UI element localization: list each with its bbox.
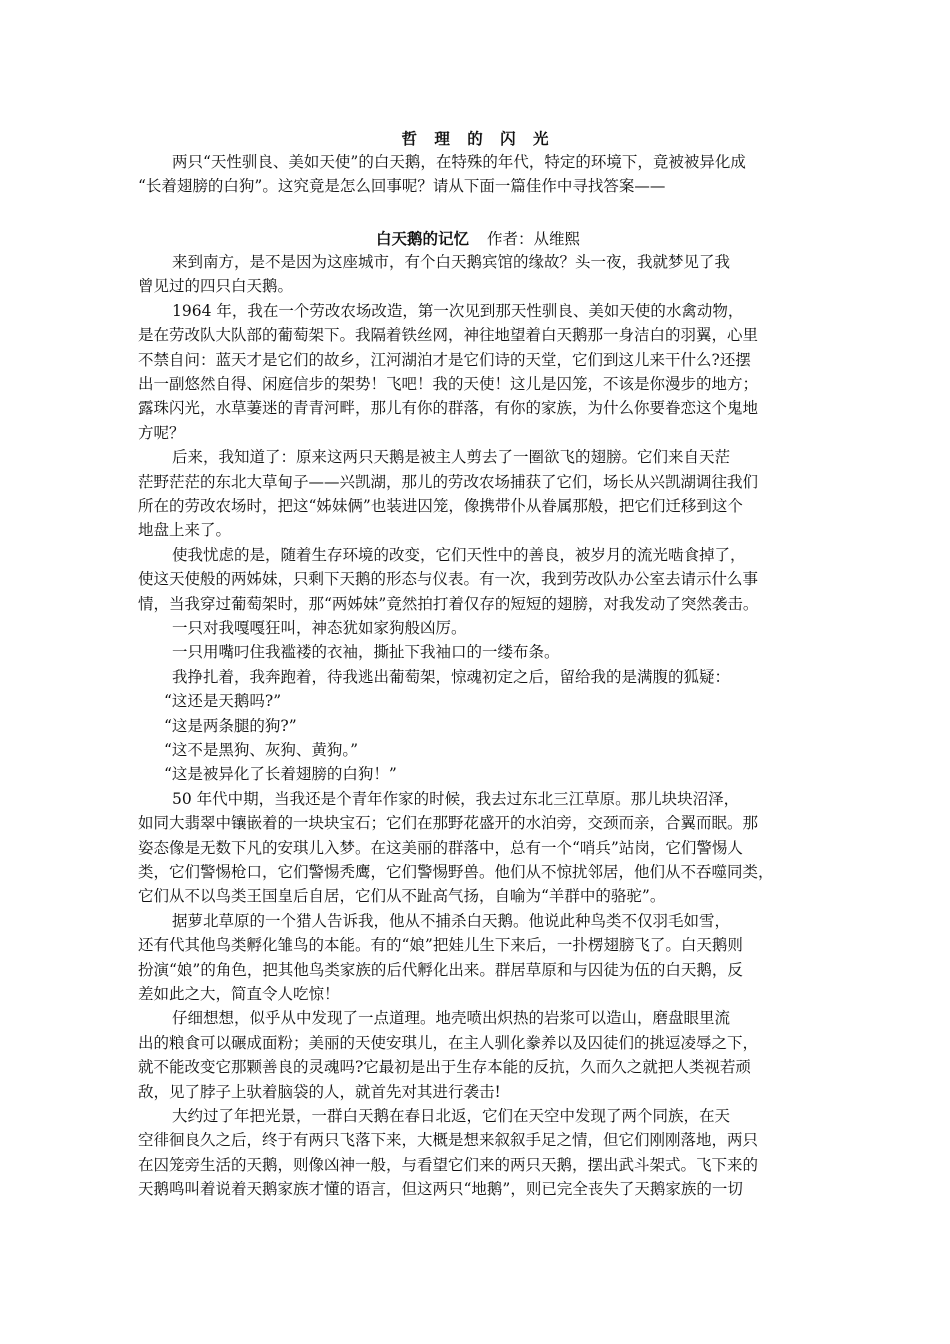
body-line: “这还是天鹅吗?” <box>164 692 282 711</box>
intro-line-2: “长着翅膀的白狗”。这究竟是怎么回事呢？请从下面一篇佳作中寻找答案—— <box>138 177 666 195</box>
body-line: 所在的劳改农场时，把这“姊妹俩”也装进囚笼，像携带仆从眷属那般，把它们迁移到这个 <box>138 497 743 515</box>
body-line: 在囚笼旁生活的天鹅，则像凶神一般，与看望它们来的两只天鹅，摆出武斗架式。飞下来的 <box>138 1155 759 1174</box>
body-line: 姿态像是无数下凡的安琪儿入梦。在这美丽的群落中，总有一个“哨兵”站岗，它们警惕人 <box>138 838 743 857</box>
body-line: 我挣扎着，我奔跑着，待我逃出葡萄架，惊魂初定之后，留给我的是满腹的狐疑： <box>172 667 731 686</box>
section-title: 哲 理 的 闪 光 <box>401 129 555 148</box>
body-line: 扮演“娘”的角色，把其他鸟类家族的后代孵化出来。群居草原和与囚徒为伍的白天鹅，反 <box>138 960 743 979</box>
body-line: 据萝北草原的一个猎人告诉我，他从不捕杀白天鹅。他说此种鸟类不仅羽毛如雪， <box>172 911 731 930</box>
body-line: 大约过了年把光景，一群白天鹅在春日北返，它们在天空中发现了两个同族，在天 <box>172 1107 731 1125</box>
body-line: 茫野茫茫的东北大草甸子——兴凯湖，那儿的劳改农场捕获了它们，场长从兴凯湖调往我们 <box>138 472 759 491</box>
body-line: “这是被异化了长着翅膀的白狗！” <box>164 765 397 784</box>
body-line: 情，当我穿过葡萄架时，那“两姊妹”竟然拍打着仅存的短短的翅膀，对我发动了突然袭击。 <box>138 594 759 613</box>
body-line: 差如此之大，简直令人吃惊！ <box>138 985 340 1003</box>
article-heading <box>138 227 818 251</box>
body-line: 天鹅鸣叫着说着天鹅家族才懂的语言，但这两只“地鹅”，则已完全丧失了天鹅家族的一切 <box>138 1180 743 1199</box>
body-line: 不禁自问：蓝天才是它们的故乡，江河湖泊才是它们诗的天堂，它们到这儿来干什么?还摆 <box>138 350 751 369</box>
body-line: 一只对我嘎嘎狂叫，神态犹如家狗般凶厉。 <box>172 619 467 637</box>
body-line: 来到南方，是不是因为这座城市，有个白天鹅宾馆的缘故？头一夜，我就梦见了我 <box>172 253 731 271</box>
body-line: 使我忧虑的是，随着生存环境的改变，它们天性中的善良，被岁月的流光啮食掉了， <box>172 545 746 564</box>
body-line: 仔细想想，似乎从中发现了一点道理。地壳喷出炽热的岩浆可以造山，磨盘眼里流 <box>172 1009 731 1028</box>
body-line: 类，它们警惕枪口，它们警惕秃鹰，它们警惕野兽。他们从不惊扰邻居，他们从不吞噬同类， <box>138 863 774 881</box>
body-line: “这是两条腿的狗?” <box>164 716 297 735</box>
body-line: 1964 年，我在一个劳改农场改造，第一次见到那天性驯良、美如天使的水禽动物， <box>172 301 744 320</box>
body-line: 它们从不以鸟类王国皇后自居，它们从不趾高气扬，自喻为“羊群中的骆驼”。 <box>138 887 666 906</box>
body-line: 就不能改变它那颗善良的灵魂吗?它最初是出于生存本能的反抗，久而久之就把人类视若顽 <box>138 1058 751 1077</box>
body-line: 方呢？ <box>138 423 185 442</box>
article-title: 白天鹅的记忆 <box>375 229 469 248</box>
body-line: 50 年代中期，当我还是个青年作家的时候，我去过东北三江草原。那儿块块沼泽， <box>172 789 740 808</box>
body-line: “这不是黑狗、灰狗、黄狗。” <box>164 741 359 759</box>
article-author: 作者：从维熙 <box>487 230 581 248</box>
body-line: 是在劳改队大队部的葡萄架下。我隔着铁丝网，神往地望着白天鹅那一身洁白的羽翼，心里 <box>138 326 759 345</box>
body-line: 地盘上来了。 <box>138 521 232 540</box>
body-line: 出一副悠然自得、闲庭信步的架势！飞吧！我的天使！这儿是囚笼，不该是你漫步的地方； <box>138 375 759 393</box>
body-line: 使这天使般的两姊妹，只剩下天鹅的形态与仪表。有一次，我到劳改队办公室去请示什么事 <box>138 570 759 589</box>
body-line: 出的粮食可以碾成面粉；美丽的天使安琪儿，在主人驯化豢养以及囚徒们的挑逗凌辱之下， <box>138 1033 759 1052</box>
body-line: 空徘徊良久之后，终于有两只飞落下来，大概是想来叙叙手足之情，但它们刚刚落地，两只 <box>138 1131 759 1150</box>
body-line: 一只用嘴叼住我褴褛的衣袖，撕扯下我袖口的一缕布条。 <box>172 643 560 662</box>
body-line: 曾见过的四只白天鹅。 <box>138 277 294 296</box>
body-line: 露珠闪光，水草萋迷的青青河畔，那儿有你的群落，有你的家族，为什么你要眷恋这个鬼地 <box>138 399 759 418</box>
body-line: 还有代其他鸟类孵化雏鸟的本能。有的“娘”把娃儿生下来后，一扑楞翅膀飞了。白天鹅则 <box>138 936 743 955</box>
body-line: 敌，见了脖子上驮着脑袋的人，就首先对其进行袭击! <box>138 1082 501 1101</box>
intro-line-1: 两只“天性驯良、美如天使”的白天鹅，在特殊的年代，特定的环境下，竟被被异化成 <box>172 153 746 171</box>
body-line: 如同大翡翠中镶嵌着的一块块宝石；它们在那野花盛开的水泊旁，交颈而亲，合翼而眠。那 <box>138 814 759 833</box>
body-line: 后来，我知道了：原来这两只天鹅是被主人剪去了一圈欲飞的翅膀。它们来自天茫 <box>172 448 731 467</box>
